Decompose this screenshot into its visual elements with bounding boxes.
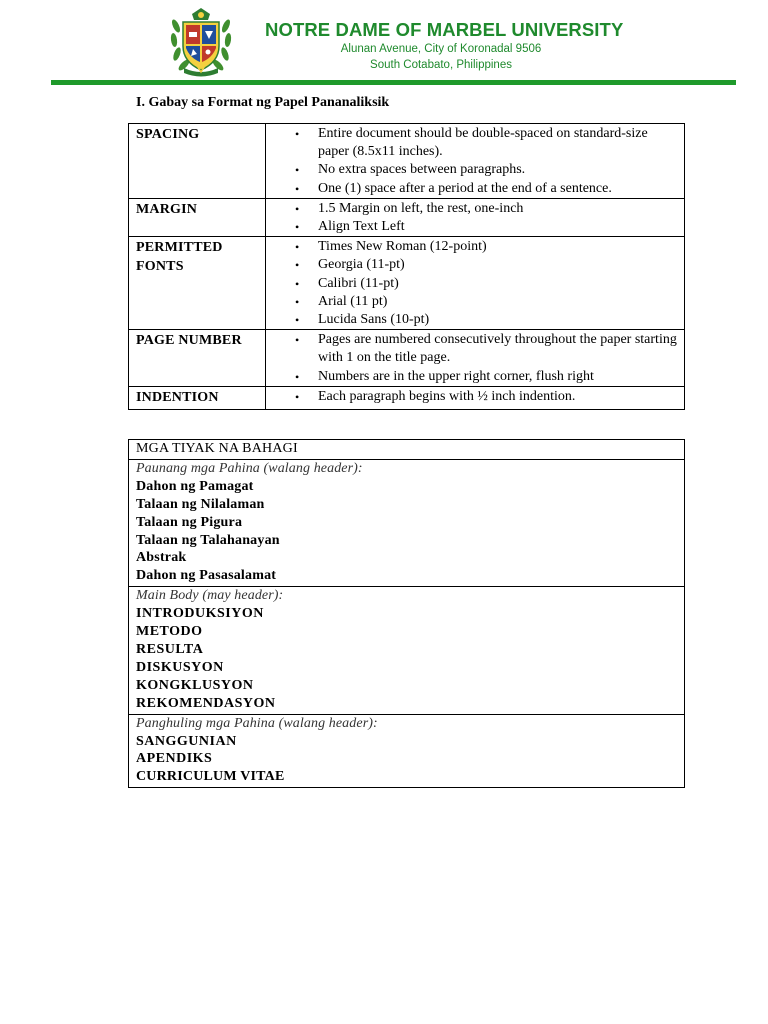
row-label: MARGIN — [129, 198, 266, 236]
list-item: • Each paragraph begins with ½ inch indention. — [266, 388, 680, 406]
row-label: PAGE NUMBER — [129, 330, 266, 387]
table-row — [129, 330, 685, 387]
list-item: • Entire document should be double-spaced on standard-size paper (8.5x11 inches). — [266, 125, 680, 161]
row-label-line: PERMITTED — [136, 240, 223, 256]
section-heading: I. Gabay sa Format ng Papel Pananaliksik — [136, 95, 390, 110]
list-item: • 1.5 Margin on left, the rest, one-inch — [266, 200, 680, 218]
specific-parts-table — [128, 439, 685, 788]
list-item: DISKUSYON — [136, 659, 224, 675]
list-item: Talaan ng Talahanayan — [136, 532, 280, 548]
university-name: NOTRE DAME OF MARBEL UNIVERSITY — [265, 19, 624, 40]
list-item: Dahon ng Pamagat — [136, 478, 254, 494]
row-content — [266, 386, 685, 409]
table-row — [129, 459, 685, 586]
group-subheading: Main Body (may header): — [136, 588, 284, 604]
list-item: APENDIKS — [136, 751, 213, 767]
address-line-2: South Cotabato, Philippines — [370, 59, 512, 71]
table-row — [129, 714, 685, 788]
parts-group — [129, 587, 685, 714]
row-label: INDENTION — [129, 386, 266, 409]
group-subheading: Panghuling mga Pahina (walang header): — [136, 715, 378, 731]
list-item: Dahon ng Pasasalamat — [136, 568, 277, 584]
table-title: MGA TIYAK NA BAHAGI — [129, 440, 685, 460]
list-item: • Numbers are in the upper right corner, flush right — [266, 368, 680, 386]
university-seal-logo — [170, 6, 232, 78]
list-item: SANGGUNIAN — [136, 733, 237, 749]
list-item: KONGKLUSYON — [136, 677, 254, 693]
format-guidelines-table — [128, 123, 685, 410]
list-item: CURRICULUM VITAE — [136, 769, 285, 785]
list-item: REKOMENDASYON — [136, 695, 276, 711]
list-item: • Arial (11 pt) — [266, 293, 680, 311]
list-item: • Lucida Sans (10-pt) — [266, 311, 680, 329]
row-label: SPACING — [129, 124, 266, 199]
parts-group — [129, 714, 685, 788]
group-subheading: Paunang mga Pahina (walang header): — [136, 460, 363, 476]
list-item: INTRODUKSIYON — [136, 606, 264, 622]
row-label-line: FONTS — [136, 259, 184, 275]
list-item: • Align Text Left — [266, 218, 680, 236]
table-row — [129, 440, 685, 460]
row-content — [266, 124, 685, 199]
table-row — [129, 124, 685, 199]
list-item: Abstrak — [136, 550, 187, 566]
list-item: • Calibri (11-pt) — [266, 275, 680, 293]
row-content — [266, 237, 685, 330]
list-item: Talaan ng Pigura — [136, 514, 243, 530]
header-divider — [51, 80, 736, 85]
list-item: Talaan ng Nilalaman — [136, 496, 265, 512]
table-row — [129, 237, 685, 330]
list-item: • Georgia (11-pt) — [266, 256, 680, 274]
list-item: • Pages are numbered consecutively throughout the paper starting with 1 on the title page. — [266, 331, 680, 367]
table-row — [129, 198, 685, 236]
address-line-1: Alunan Avenue, City of Koronadal 9506 — [340, 43, 542, 55]
row-label — [129, 237, 266, 330]
parts-group — [129, 459, 685, 586]
list-item: RESULTA — [136, 641, 204, 657]
row-content — [266, 198, 685, 236]
list-item: • One (1) space after a period at the end of a sentence. — [266, 180, 680, 198]
table-row — [129, 587, 685, 714]
list-item: • Times New Roman (12-point) — [266, 238, 680, 256]
list-item: • No extra spaces between paragraphs. — [266, 161, 680, 179]
row-content — [266, 330, 685, 387]
list-item: METODO — [136, 624, 203, 640]
table-row — [129, 386, 685, 409]
